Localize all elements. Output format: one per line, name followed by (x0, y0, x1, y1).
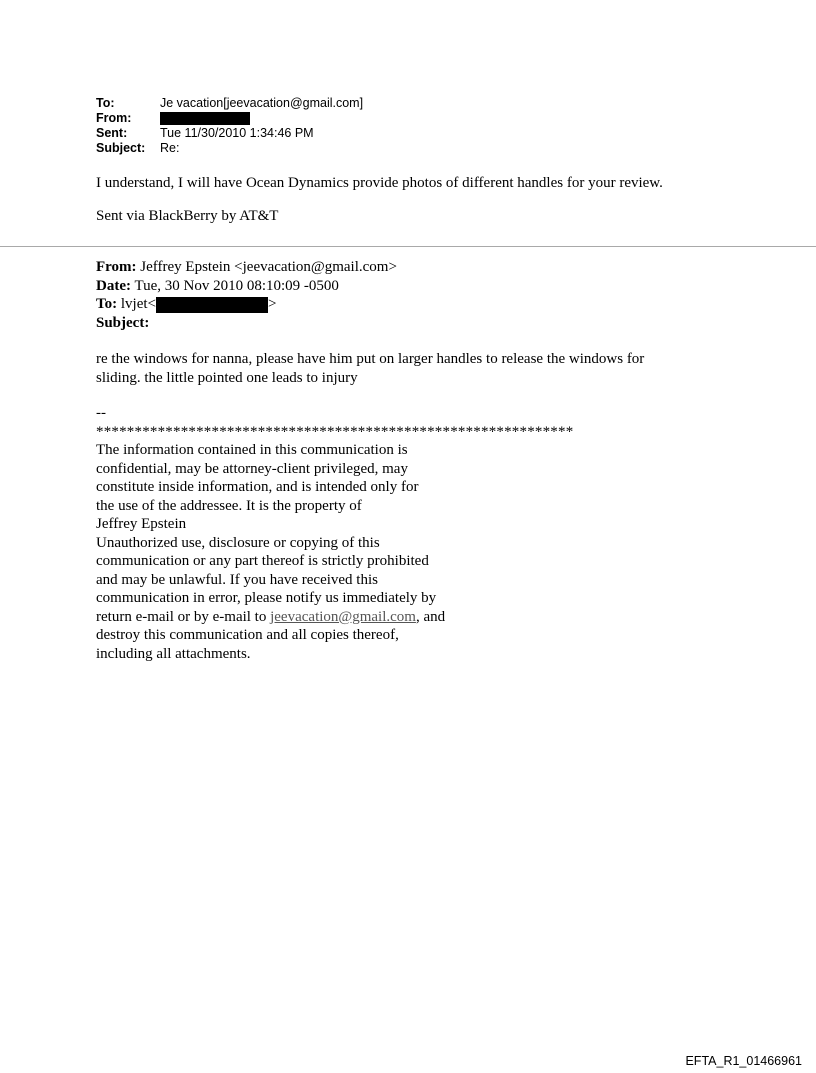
original-subject-row (96, 314, 397, 333)
original-to-row (96, 295, 397, 314)
document-id: EFTA_R1_01466961 (685, 1054, 802, 1068)
disclaimer-line: including all attachments. (96, 645, 251, 662)
header-from-row (96, 111, 363, 126)
disclaimer-return-line (96, 608, 573, 627)
original-from-value: Jeffrey Epstein <jeevacation@gmail.com> (136, 259, 397, 275)
signature-stars: ************************************************************** (96, 423, 574, 440)
original-date-row (96, 277, 397, 296)
disclaimer-line: Jeffrey Epstein (96, 516, 187, 532)
disclaimer-line: The information contained in this communication is (96, 442, 408, 458)
original-body (96, 350, 644, 387)
reply-body: I understand, I will have Ocean Dynamics provide photos of different handles for your review. (96, 175, 663, 191)
subject-value: Re: (160, 141, 180, 155)
signature-dashes: -- (96, 405, 106, 421)
disclaimer-line: Unauthorized use, disclosure or copying of this (96, 534, 380, 551)
original-from-row (96, 258, 397, 277)
reply-signature: Sent via BlackBerry by AT&T (96, 208, 279, 224)
original-date-label: Date: (96, 277, 131, 294)
header-sent-row (96, 126, 363, 141)
disclaimer-line: communication or any part thereof is strictly prohibited (96, 553, 429, 569)
sent-label: Sent: (96, 126, 128, 140)
original-body-line: sliding. the little pointed one leads to injury (96, 369, 358, 386)
header-subject-row (96, 141, 363, 156)
to-label: To: (96, 96, 115, 110)
original-from-label: From: (96, 259, 137, 275)
disclaimer-line: and may be unlawful. If you have received this (96, 571, 378, 588)
original-date-value: Tue, 30 Nov 2010 08:10:09 -0500 (130, 277, 339, 294)
disclaimer-line: confidential, may be attorney-client privileged, may (96, 460, 408, 477)
to-value: Je vacation[jeevacation@gmail.com] (160, 96, 364, 110)
original-to-prefix: lvjet< (117, 296, 156, 312)
original-header (96, 258, 397, 332)
message-divider (0, 246, 816, 247)
disclaimer-line: the use of the addressee. It is the property of (96, 497, 362, 514)
original-subject-label: Subject: (96, 314, 150, 331)
redaction-box (156, 297, 268, 313)
sent-value: Tue 11/30/2010 1:34:46 PM (160, 126, 314, 140)
from-value (160, 111, 250, 126)
subject-label: Subject: (96, 141, 146, 155)
redaction-box (160, 112, 250, 125)
header-to-row (96, 96, 363, 111)
original-to-suffix: > (268, 296, 277, 312)
original-body-line: re the windows for nanna, please have him put on larger handles to release the windows for (96, 351, 645, 367)
email-header (96, 96, 363, 156)
return-suffix: , and (415, 608, 446, 625)
return-prefix: return e-mail or by e-mail to (96, 608, 271, 625)
disclaimer-line: constitute inside information, and is intended only for (96, 479, 419, 495)
disclaimer (96, 404, 573, 663)
original-to-label: To: (96, 296, 118, 312)
email-link[interactable]: jeevacation@gmail.com (270, 608, 416, 625)
disclaimer-line: communication in error, please notify us immediately by (96, 590, 437, 606)
disclaimer-line: destroy this communication and all copies thereof, (96, 627, 399, 643)
from-label: From: (96, 111, 132, 125)
